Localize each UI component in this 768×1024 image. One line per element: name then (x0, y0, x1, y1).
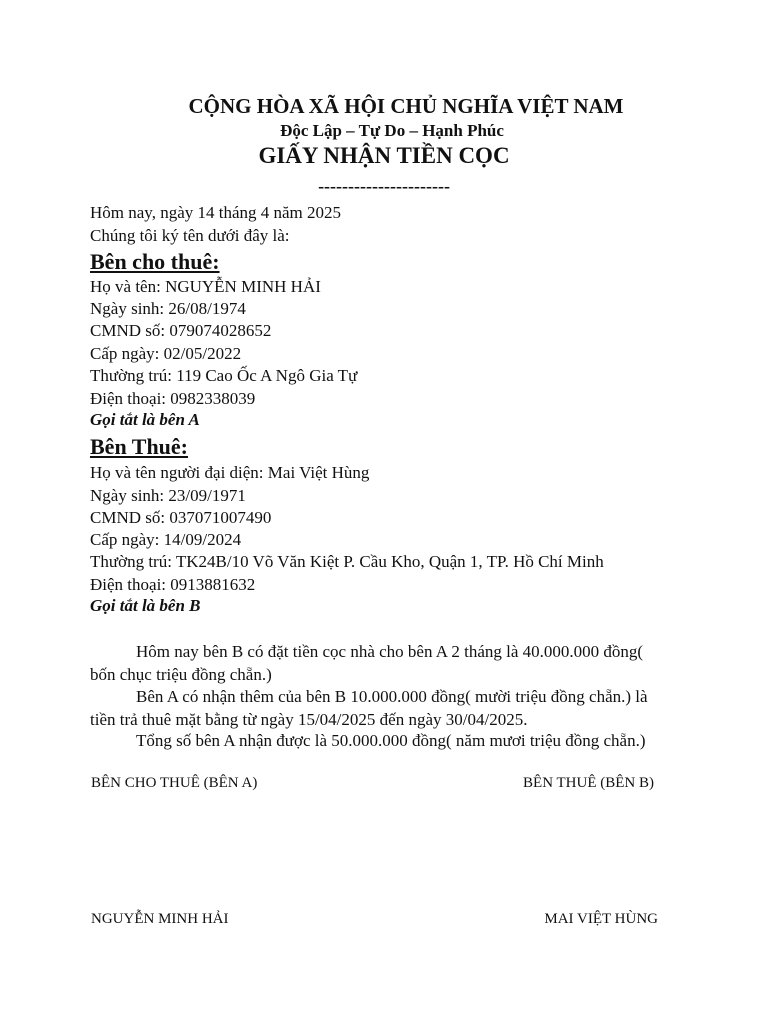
party-b-signer-name: MAI VIỆT HÙNG (544, 911, 658, 927)
rent-paragraph: Bên A có nhận thêm của bên B 10.000.000 đồng( mười triệu đồng chẵn.) là tiền trả thuê mặt bằng từ ngày 15/04/2025 đến ngày 30/04/2025. (90, 687, 648, 729)
tenant-heading: Bên Thuê: (90, 434, 189, 459)
landlord-dob: Ngày sinh: 26/08/1974 (90, 299, 246, 318)
title-separator: ---------------------- (318, 176, 450, 196)
national-motto: Độc Lập – Tự Do – Hạnh Phúc (280, 121, 504, 140)
party-a-signer-name: NGUYỄN MINH HẢI (91, 911, 229, 927)
country-heading: CỘNG HÒA XÃ HỘI CHỦ NGHĨA VIỆT NAM (188, 94, 624, 118)
deposit-paragraph: Hôm nay bên B có đặt tiền cọc nhà cho bên A 2 tháng là 40.000.000 đồng( bốn chục triệu đồng chẵn.) (90, 642, 644, 684)
tenant-issued: Cấp ngày: 14/09/2024 (90, 530, 242, 549)
tenant-residence: Thường trú: TK24B/10 Võ Văn Kiệt P. Cầu Kho, Quận 1, TP. Hồ Chí Minh (90, 552, 604, 571)
total-paragraph: Tổng số bên A nhận được là 50.000.000 đồng( năm mươi triệu đồng chẵn.) (136, 731, 646, 750)
tenant-alias: Gọi tắt là bên B (90, 596, 201, 615)
signers-line: Chúng tôi ký tên dưới đây là: (90, 226, 290, 245)
landlord-id: CMND số: 079074028652 (90, 321, 272, 340)
tenant-phone: Điện thoại: 0913881632 (90, 575, 256, 594)
landlord-name: Họ và tên: NGUYỄN MINH HẢI (90, 277, 321, 296)
party-b-signature-label: BÊN THUÊ (BÊN B) (523, 775, 654, 791)
landlord-alias: Gọi tắt là bên A (90, 410, 200, 429)
date-line: Hôm nay, ngày 14 tháng 4 năm 2025 (90, 203, 342, 222)
landlord-phone: Điện thoại: 0982338039 (90, 389, 256, 408)
tenant-dob: Ngày sinh: 23/09/1971 (90, 486, 246, 505)
party-a-signature-label: BÊN CHO THUÊ (BÊN A) (91, 775, 258, 791)
tenant-name: Họ và tên người đại diện: Mai Việt Hùng (90, 463, 370, 482)
landlord-heading: Bên cho thuê: (90, 249, 220, 274)
landlord-residence: Thường trú: 119 Cao Ốc A Ngô Gia Tự (90, 366, 358, 385)
landlord-issued: Cấp ngày: 02/05/2022 (90, 344, 242, 363)
tenant-id: CMND số: 037071007490 (90, 508, 272, 527)
document-title: GIẤY NHẬN TIỀN CỌC (258, 143, 510, 168)
